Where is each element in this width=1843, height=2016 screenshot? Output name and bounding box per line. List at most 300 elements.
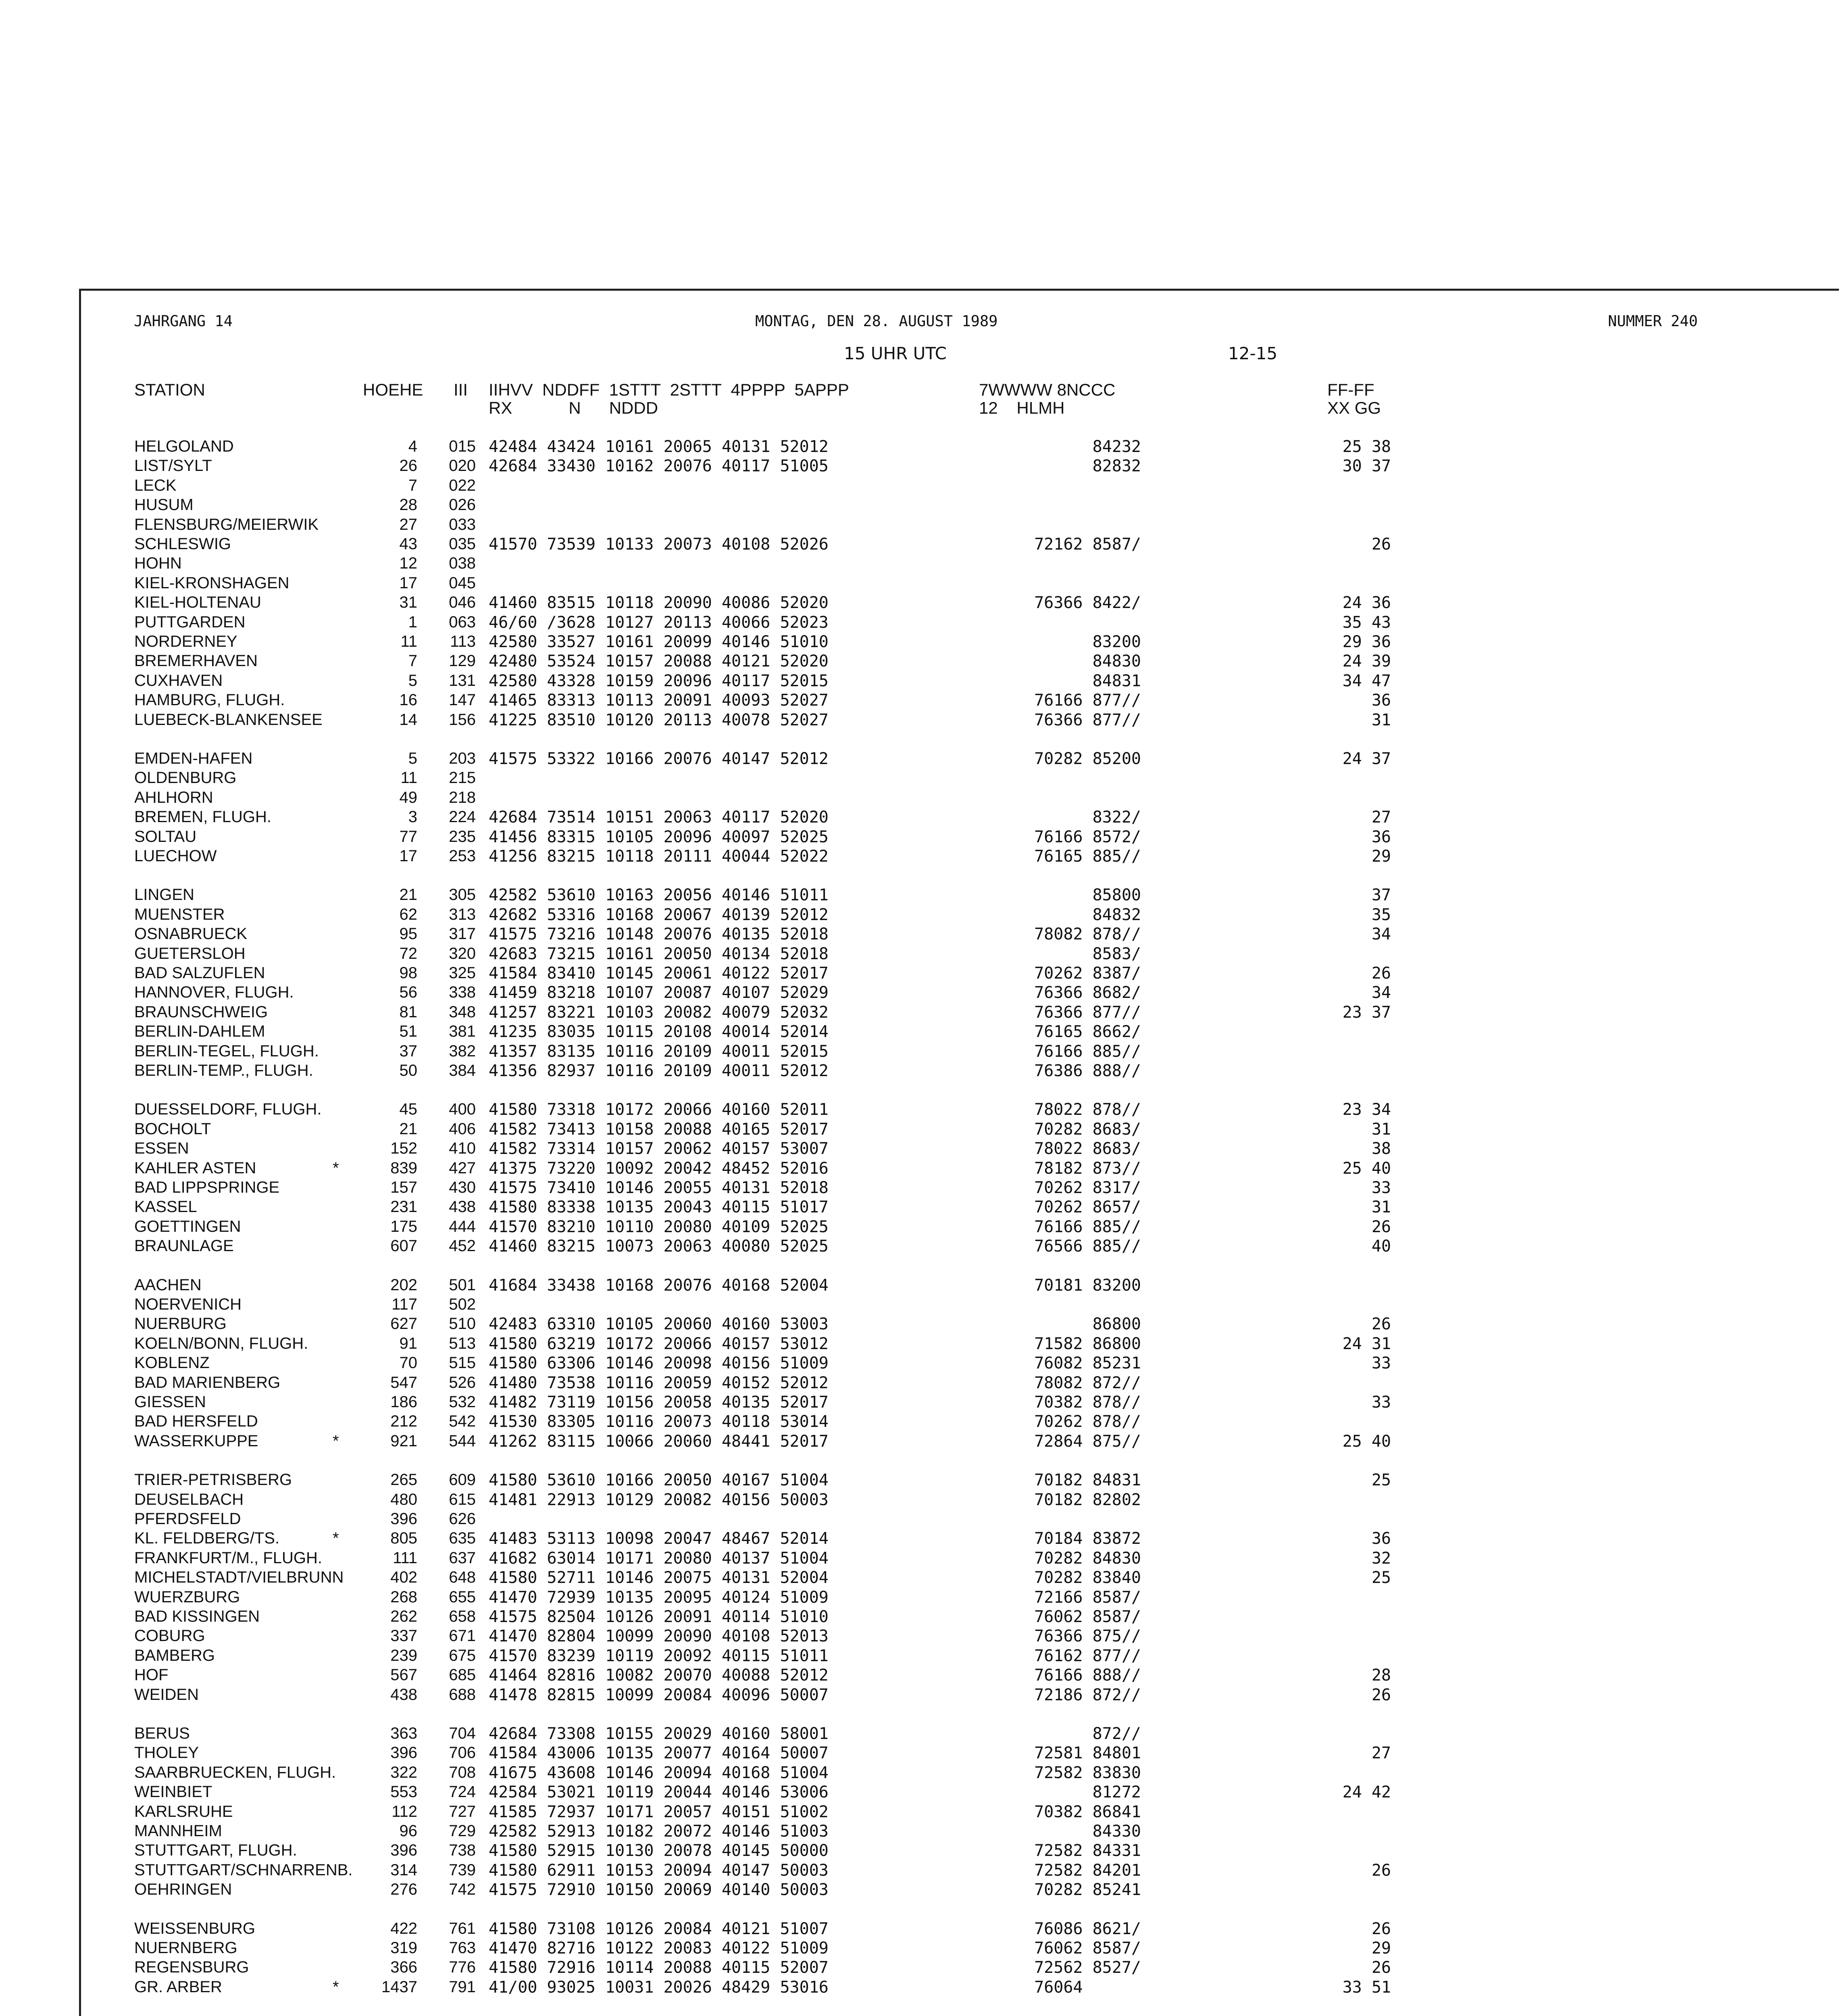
station-name: PFERDSFELD [134,1510,241,1528]
station-name: OEHRINGEN [134,1881,232,1899]
station-number: 655 [449,1588,476,1606]
time-label: 15 UHR UTC [844,344,947,363]
station-name: BERLIN-TEMP., FLUGH. [134,1062,313,1079]
synop-groups: 46/60 /3628 10127 20113 40066 52023 [489,613,829,632]
station-number: 742 [449,1881,476,1899]
station-number: 615 [449,1490,476,1508]
table-row [0,535,1843,554]
station-height: 186 [390,1393,417,1411]
station-number: 685 [449,1666,476,1684]
table-row [0,613,1843,633]
table-row [0,1139,1843,1159]
station-height: 276 [390,1881,417,1899]
synop-groups: 41675 43608 10146 20094 40168 51004 [489,1763,829,1782]
station-height: 81 [399,1003,417,1021]
synop-groups: 42582 53610 10163 20056 40146 51011 [489,886,829,905]
table-row [0,574,1843,594]
station-name: STUTTGART, FLUGH. [134,1841,297,1860]
weather-cloud-groups: 78022 878// [1034,1100,1141,1119]
station-height: 56 [399,983,417,1002]
weather-cloud-groups: 76062 8587/ [1034,1608,1141,1626]
table-row [0,1198,1843,1217]
weather-cloud-groups: 82832 [1034,457,1141,476]
synop-groups: 42682 53316 10168 20067 40139 52012 [489,905,829,924]
station-number: 235 [449,827,476,846]
weather-cloud-groups: 76165 8662/ [1034,1023,1141,1041]
station-name: REGENSBURG [134,1958,249,1976]
weather-cloud-groups: 78082 878// [1034,925,1141,944]
wind-gust-groups: 26 [1371,535,1391,554]
table-row [0,457,1843,476]
table-row [0,1100,1843,1120]
synop-groups: 41460 83515 10118 20090 40086 52020 [489,594,829,612]
table-row [0,769,1843,788]
weather-cloud-groups: 70282 85241 [1034,1881,1141,1899]
wind-gust-groups: 32 [1371,1549,1391,1568]
station-number: 430 [449,1179,476,1196]
weather-cloud-groups: 72582 84331 [1034,1841,1141,1860]
synop-groups: 41356 82937 10116 20109 40011 52012 [489,1062,829,1080]
station-number: 515 [449,1354,476,1372]
station-name: STUTTGART/SCHNARRENB. [134,1861,353,1879]
station-number: 501 [449,1276,476,1294]
table-row [0,1159,1843,1179]
synop-groups: 41480 73538 10116 20059 40152 52012 [489,1373,829,1392]
table-row [0,1412,1843,1432]
station-number: 253 [449,847,476,865]
wind-gust-groups: 40 [1371,1237,1391,1256]
station-number: 033 [449,515,476,533]
station-name: KIEL-KRONSHAGEN [134,574,289,592]
station-number: 763 [449,1939,476,1957]
weather-cloud-groups: 70382 878// [1034,1393,1141,1412]
station-name: FLENSBURG/MEIERWIK [134,515,319,533]
station-height: 112 [392,1802,417,1820]
table-row [0,1568,1843,1588]
wind-gust-groups: 37 [1371,886,1391,905]
weather-cloud-groups: 72186 872// [1034,1685,1141,1704]
synop-groups: 41682 63014 10171 20080 40137 51004 [489,1549,829,1568]
station-number: 438 [449,1198,476,1216]
table-row [0,711,1843,730]
station-height: 49 [399,788,417,806]
weather-cloud-groups: 76366 8682/ [1034,983,1141,1002]
mountain-marker: * [333,1159,339,1177]
synop-groups: 41570 83239 10119 20092 40115 51011 [489,1646,829,1665]
station-number: 035 [449,535,476,553]
station-name: WEINBIET [134,1783,212,1801]
synop-groups: 41575 72910 10150 20069 40140 50003 [489,1881,829,1899]
station-height: 319 [390,1939,417,1957]
synop-groups: 41570 83210 10110 20080 40109 52025 [489,1217,829,1236]
station-name: DUESSELDORF, FLUGH. [134,1100,322,1118]
weather-cloud-groups: 72582 84201 [1034,1861,1141,1880]
synop-groups: 41580 73318 10172 20066 40160 52011 [489,1100,829,1119]
wind-gust-groups: 34 [1371,925,1391,944]
station-name: HANNOVER, FLUGH. [134,983,294,1002]
table-row [0,1978,1843,1997]
table-row [0,1471,1843,1490]
weather-cloud-groups: 72864 875// [1034,1432,1141,1451]
station-height: 1 [408,613,417,631]
station-height: 11 [400,633,417,650]
synop-groups: 41580 53610 10166 20050 40167 51004 [489,1471,829,1490]
station-name: OLDENBURG [134,769,237,787]
wind-gust-groups: 33 [1371,1179,1391,1197]
station-name: GOETTINGEN [134,1217,241,1235]
station-name: BREMERHAVEN [134,652,258,670]
station-height: 4 [408,437,417,455]
wind-gust-groups: 24 42 [1342,1783,1391,1802]
station-name: LECK [134,476,177,494]
station-height: 396 [390,1510,417,1528]
synop-groups: 41580 63306 10146 20098 40156 51009 [489,1354,829,1373]
synop-groups: 41580 73108 10126 20084 40121 51007 [489,1919,829,1938]
station-number: 724 [449,1783,476,1801]
synop-groups: 41570 73539 10133 20073 40108 52026 [489,535,829,554]
weather-cloud-groups: 70262 8387/ [1034,964,1141,983]
station-name: AHLHORN [134,788,213,806]
station-name: GIESSEN [134,1393,206,1411]
station-name: BOCHOLT [134,1120,211,1138]
station-number: 020 [449,457,476,475]
weather-cloud-groups: 76165 885// [1034,847,1141,866]
wind-gust-groups: 34 47 [1342,671,1391,690]
weather-cloud-groups: 76166 888// [1034,1666,1141,1685]
table-row [0,1803,1843,1822]
synop-groups: 41481 22913 10129 20082 40156 50003 [489,1490,829,1509]
station-number: 218 [449,788,476,806]
weather-cloud-groups: 70184 83872 [1034,1529,1141,1548]
weather-cloud-groups: 70181 83200 [1034,1276,1141,1295]
synop-groups: 41470 82804 10099 20090 40108 52013 [489,1627,829,1646]
synop-groups: 41375 73220 10092 20042 48452 52016 [489,1159,829,1178]
table-row [0,1510,1843,1529]
table-row [0,437,1843,457]
station-name: FRANKFURT/M., FLUGH. [134,1549,322,1567]
synop-groups: 41575 73216 10148 20076 40135 52018 [489,925,829,944]
station-height: 1437 [381,1978,417,1996]
wind-gust-groups: 27 [1371,1744,1391,1763]
synop-groups: 41357 83135 10116 20109 40011 52015 [489,1042,829,1061]
wind-gust-groups: 33 [1371,1393,1391,1412]
col-group3-bottom: XX GG [1327,398,1381,417]
table-row [0,1744,1843,1763]
station-name: WUERZBURG [134,1588,240,1606]
table-row [0,1315,1843,1334]
table-row [0,1354,1843,1373]
synop-groups: 41257 83221 10103 20082 40079 52032 [489,1003,829,1022]
table-row [0,1627,1843,1646]
period-label: 12-15 [1228,344,1278,363]
station-height: 43 [399,535,417,553]
station-height: 45 [399,1100,417,1118]
synop-groups: 41580 62911 10153 20094 40147 50003 [489,1861,829,1880]
station-number: 671 [449,1627,476,1645]
station-number: 658 [449,1608,476,1625]
table-row [0,808,1843,827]
station-height: 337 [390,1627,417,1645]
table-row [0,1939,1843,1958]
col-group3-top: FF-FF [1327,380,1374,399]
synop-groups: 41575 53322 10166 20076 40147 52012 [489,750,829,768]
station-number: 410 [449,1139,476,1158]
station-height: 239 [390,1646,417,1664]
col-station: STATION [134,380,205,399]
weather-cloud-groups: 86800 [1034,1315,1141,1334]
table-row [0,925,1843,944]
table-row [0,1295,1843,1315]
station-name: KIEL-HOLTENAU [134,594,261,612]
station-name: EMDEN-HAFEN [134,750,253,767]
station-name: PUTTGARDEN [134,613,246,631]
table-row [0,828,1843,847]
weather-cloud-groups: 76366 875// [1034,1627,1141,1646]
table-row [0,1276,1843,1295]
station-number: 129 [449,652,476,670]
weather-cloud-groups: 8322/ [1034,808,1141,827]
station-name: BERUS [134,1724,190,1742]
table-row [0,1335,1843,1354]
synop-groups: 41582 73314 10157 20062 40157 53007 [489,1139,829,1158]
table-row [0,1822,1843,1841]
station-height: 262 [390,1608,417,1625]
weather-cloud-groups: 84330 [1034,1822,1141,1841]
station-height: 3 [408,808,417,826]
col-group1-bottom: RX N NDDD [489,398,658,417]
table-row [0,1432,1843,1452]
synop-groups: 42684 73514 10151 20063 40117 52020 [489,808,829,827]
wind-gust-groups: 26 [1371,964,1391,983]
table-row [0,789,1843,808]
station-name: BREMEN, FLUGH. [134,808,272,826]
synop-groups: 41575 82504 10126 20091 40114 51010 [489,1608,829,1626]
synop-groups: 41470 82716 10122 20083 40122 51009 [489,1939,829,1958]
weather-cloud-groups: 70282 8683/ [1034,1120,1141,1139]
station-number: 706 [449,1744,476,1762]
weather-cloud-groups: 76166 885// [1034,1042,1141,1061]
wind-gust-groups: 26 [1371,1685,1391,1704]
weather-cloud-groups: 76366 877// [1034,1003,1141,1022]
station-height: 212 [390,1412,417,1431]
wind-gust-groups: 31 [1371,1120,1391,1139]
station-name: BERLIN-DAHLEM [134,1023,265,1041]
table-row [0,1920,1843,1939]
station-height: 70 [399,1354,417,1372]
synop-groups: 41460 83215 10073 20063 40080 52025 [489,1237,829,1256]
table-row [0,672,1843,691]
station-height: 268 [390,1588,417,1606]
synop-groups: 41456 83315 10105 20096 40097 52025 [489,827,829,846]
station-height: 16 [399,691,417,709]
synop-groups: 41584 43006 10135 20077 40164 50007 [489,1744,829,1763]
station-height: 839 [390,1159,417,1177]
station-number: 635 [449,1529,476,1547]
station-height: 231 [390,1198,417,1216]
station-height: 314 [390,1861,417,1879]
station-name: THOLEY [134,1744,199,1762]
wind-gust-groups: 34 [1371,983,1391,1002]
station-number: 026 [449,496,476,514]
wind-gust-groups: 35 [1371,905,1391,924]
wind-gust-groups: 26 [1371,1861,1391,1880]
station-height: 921 [390,1432,417,1450]
synop-groups: 41580 83338 10135 20043 40115 51017 [489,1198,829,1217]
weather-cloud-groups: 78082 872// [1034,1373,1141,1392]
table-row [0,1783,1843,1802]
wind-gust-groups: 24 37 [1342,750,1391,768]
wind-gust-groups: 24 39 [1342,652,1391,671]
synop-groups: 41256 83215 10118 20111 40044 52022 [489,847,829,866]
station-height: 422 [390,1919,417,1937]
station-number: 045 [449,574,476,592]
wind-gust-groups: 25 [1371,1471,1391,1490]
synop-groups: 42580 33527 10161 20099 40146 51010 [489,633,829,651]
col-group2-bottom: 12 HLMH [979,398,1065,417]
station-number: 444 [449,1217,476,1235]
wind-gust-groups: 26 [1371,1919,1391,1938]
wind-gust-groups: 24 36 [1342,594,1391,612]
station-name: HAMBURG, FLUGH. [134,691,285,709]
synop-groups: 42484 43424 10161 20065 40131 52012 [489,437,829,456]
station-number: 704 [449,1724,476,1742]
weather-cloud-groups: 76386 888// [1034,1062,1141,1080]
station-height: 51 [399,1023,417,1041]
wind-gust-groups: 26 [1371,1217,1391,1236]
station-name: MANNHEIM [134,1822,222,1840]
weather-cloud-groups: 76166 877// [1034,691,1141,710]
weather-cloud-groups: 70282 83840 [1034,1568,1141,1587]
table-row [0,886,1843,905]
station-name: GR. ARBER [134,1978,222,1996]
station-name: OSNABRUECK [134,925,248,943]
wind-gust-groups: 33 [1371,1354,1391,1373]
station-height: 152 [390,1139,417,1158]
synop-groups: 41580 52711 10146 20075 40131 52004 [489,1568,829,1587]
station-name: HUSUM [134,496,194,514]
weather-cloud-groups: 70262 878// [1034,1412,1141,1431]
synop-groups: 41584 83410 10145 20061 40122 52017 [489,964,829,983]
table-row [0,983,1843,1003]
station-number: 637 [449,1549,476,1567]
weather-cloud-groups: 72162 8587/ [1034,535,1141,554]
station-height: 31 [399,594,417,612]
station-height: 21 [399,886,417,904]
station-height: 5 [408,671,417,689]
synop-groups: 41530 83305 10116 20073 40118 53014 [489,1412,829,1431]
station-number: 224 [449,808,476,826]
station-height: 7 [408,476,417,494]
weather-cloud-groups: 78022 8683/ [1034,1139,1141,1158]
weather-cloud-groups: 76162 877// [1034,1646,1141,1665]
weather-cloud-groups: 72166 8587/ [1034,1588,1141,1607]
wind-gust-groups: 33 51 [1342,1978,1391,1997]
station-number: 526 [449,1373,476,1391]
station-number: 688 [449,1685,476,1704]
station-height: 547 [390,1373,417,1391]
synop-groups: 41482 73119 10156 20058 40135 52017 [489,1393,829,1412]
table-row [0,1120,1843,1139]
station-height: 96 [399,1822,417,1840]
synop-groups: 41483 53113 10098 20047 48467 52014 [489,1529,829,1548]
station-name: CUXHAVEN [134,671,223,689]
station-name: COBURG [134,1627,205,1645]
station-number: 015 [449,437,476,455]
station-name: WASSERKUPPE [134,1432,258,1450]
station-name: NUERNBERG [134,1939,237,1957]
station-height: 77 [399,827,417,846]
table-row [0,1588,1843,1608]
weather-cloud-groups: 72581 84801 [1034,1744,1141,1763]
table-row [0,516,1843,535]
station-height: 117 [392,1295,417,1313]
station-number: 739 [449,1861,476,1879]
table-row [0,477,1843,496]
table-row [0,1647,1843,1666]
wind-gust-groups: 27 [1371,808,1391,827]
col-hoehe: HOEHE [363,380,423,399]
table-row [0,1958,1843,1978]
wind-gust-groups: 29 [1371,1939,1391,1958]
station-name: BAMBERG [134,1646,215,1664]
wind-gust-groups: 28 [1371,1666,1391,1685]
station-height: 37 [399,1042,417,1060]
weather-cloud-groups: 70262 8317/ [1034,1179,1141,1197]
station-name: ESSEN [134,1139,189,1158]
synop-groups: 41235 83035 10115 20108 40014 52014 [489,1023,829,1041]
station-name: WEISSENBURG [134,1919,256,1937]
weather-cloud-groups: 85800 [1034,886,1141,905]
station-name: SCHLESWIG [134,535,231,553]
station-height: 28 [399,496,417,514]
col-iii: III [454,380,468,399]
weather-cloud-groups: 72562 8527/ [1034,1958,1141,1977]
station-number: 313 [449,905,476,923]
wind-gust-groups: 26 [1371,1958,1391,1977]
station-name: KARLSRUHE [134,1802,233,1820]
station-number: 381 [449,1023,476,1041]
station-number: 317 [449,925,476,943]
table-row [0,1841,1843,1861]
wind-gust-groups: 25 [1371,1568,1391,1587]
station-height: 12 [399,554,417,573]
synop-groups: 41225 83510 10120 20113 40078 52027 [489,710,829,729]
synop-groups: 41684 33438 10168 20076 40168 52004 [489,1276,829,1295]
table-row [0,1608,1843,1627]
table-row [0,1179,1843,1198]
station-number: 203 [449,750,476,767]
table-row [0,1218,1843,1237]
station-name: HOF [134,1666,169,1684]
station-number: 406 [449,1120,476,1138]
station-height: 17 [399,574,417,592]
table-row [0,1023,1843,1042]
mountain-marker: * [333,1529,339,1547]
station-height: 72 [399,944,417,962]
weather-cloud-groups: 70282 85200 [1034,750,1141,768]
station-height: 27 [399,515,417,533]
station-number: 609 [449,1471,476,1489]
station-height: 11 [400,769,417,787]
station-name: KOBLENZ [134,1354,210,1372]
synop-groups: 42683 73215 10161 20050 40134 52018 [489,944,829,963]
table-row [0,691,1843,710]
weather-cloud-groups: 70182 82802 [1034,1490,1141,1509]
mountain-marker: * [333,1978,339,1996]
station-height: 402 [390,1568,417,1587]
station-number: 131 [449,671,476,689]
station-name: TRIER-PETRISBERG [134,1471,292,1489]
